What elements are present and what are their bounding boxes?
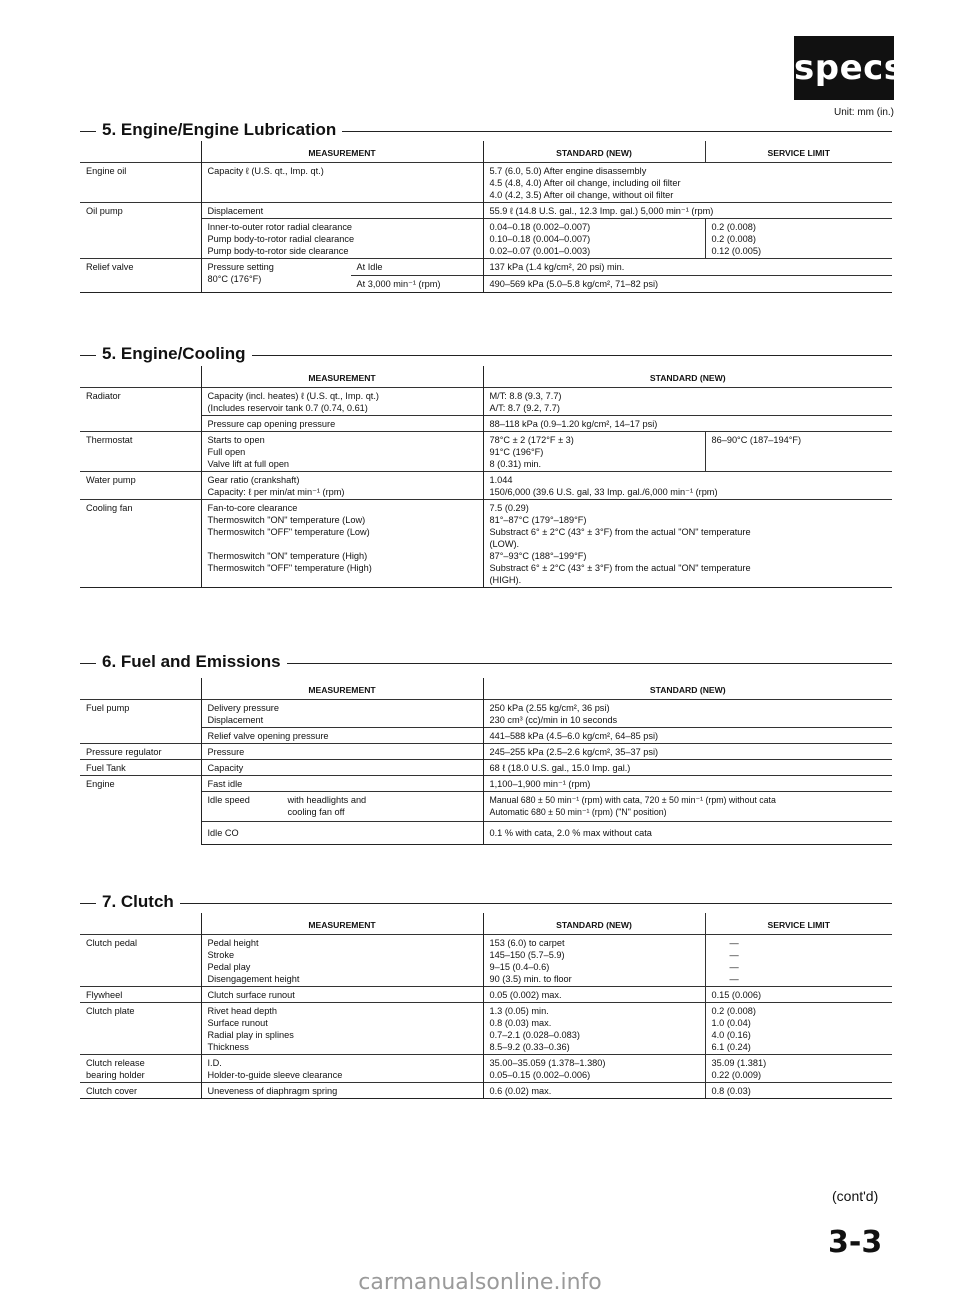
row-standard: 0.6 (0.02) max. [483,1083,705,1099]
table-row [80,792,892,822]
section-tick [80,663,92,664]
row-standard: 88–118 kPa (0.9–1.20 kg/cm², 14–17 psi) [483,416,892,432]
row-standard: 0.04–0.18 (0.002–0.007) 0.10–0.18 (0.004–0.007) 0.02–0.07 (0.001–0.003) [483,219,705,259]
row-standard: 1.044 150/6,000 (39.6 U.S. gal, 33 Imp. gal./6,000 min⁻¹ (rpm) [483,472,892,500]
header-standard: STANDARD (NEW) [483,141,705,163]
table-row [80,259,892,293]
row-measurement [201,259,483,293]
row-item: Oil pump [80,203,201,259]
unit-label: Unit: mm (in.) [834,107,894,118]
header-measurement: MEASUREMENT [201,913,483,935]
row-service-limit: 0.15 (0.006) [705,987,892,1003]
section-tick [80,131,92,132]
row-service-limit: 0.8 (0.03) [705,1083,892,1099]
row-standard: 1,100–1,900 min⁻¹ (rpm) [483,776,892,792]
table-row [80,700,892,728]
idle-speed-condition: with headlights and cooling fan off [287,795,367,817]
row-standard: 1.3 (0.05) min. 0.8 (0.03) max. 0.7–2.1 (0.028–0.083) 8.5–9.2 (0.33–0.36) [483,1003,705,1055]
row-standard: 68 ℓ (18.0 U.S. gal., 15.0 Imp. gal.) [483,760,892,776]
table-row [80,500,892,588]
row-measurement: Rivet head depth Surface runout Radial play in splines Thickness [201,1003,483,1055]
section-title-lubrication: 5. Engine/Engine Lubrication [96,120,342,140]
header-service-limit: SERVICE LIMIT [767,148,830,158]
header-standard: STANDARD (NEW) [649,373,726,383]
row-standard: Manual 680 ± 50 min⁻¹ (rpm) with cata, 720 ± 50 min⁻¹ (rpm) without cata Automatic 680 ± 50 min⁻¹ (rpm) ("N" position) [483,792,892,822]
row-measurement: Idle CO [201,822,483,845]
row-measurement: Capacity [201,760,483,776]
header-measurement: MEASUREMENT [201,678,483,700]
watermark: carmanualsonline.info [358,1270,602,1295]
row-standard: 5.7 (6.0, 5.0) After engine disassembly 4.5 (4.8, 4.0) After oil change, including oil filter 4.0 (4.2, 3.5) After oil change, without oil filter [483,163,892,203]
row-measurement: Fan-to-core clearance Thermoswitch "ON" temperature (Low) Thermoswitch "OFF" temperature (Low) Thermoswitch "ON" temperature (High) Thermoswitch "OFF" temperature (High) [201,500,483,588]
row-item: Clutch cover [80,1083,201,1099]
row-item: Fuel Tank [80,760,201,776]
table-row [80,416,892,432]
row-service-limit: 35.09 (1.381) 0.22 (0.009) [705,1055,892,1083]
table-row [80,219,892,259]
table-row [80,1083,892,1099]
row-item: Relief valve [80,259,201,293]
header-measurement: MEASUREMENT [201,366,483,388]
row-standard: 78°C ± 2 (172°F ± 3) 91°C (196°F) 8 (0.31) min. [483,432,705,472]
row-measurement: Pedal height Stroke Pedal play Disengagement height [201,935,483,987]
row-standard-secondary: 86–90°C (187–194°F) [705,432,892,472]
row-standard: 0.05 (0.002) max. [483,987,705,1003]
cooling-table [80,366,892,588]
table-row [80,760,892,776]
row-item: Thermostat [80,432,201,472]
header-standard: STANDARD (NEW) [649,685,726,695]
clutch-table [80,913,892,1099]
row-standard: M/T: 8.8 (9.3, 7.7) A/T: 8.7 (9.2, 7.7) [483,388,892,416]
row-item: Engine [80,776,201,845]
row-item: Engine oil [80,163,201,203]
section-title-cooling: 5. Engine/Cooling [96,344,252,364]
relief-cond-3000: At 3,000 min⁻¹ (rpm) [351,275,483,292]
row-measurement: Fast idle [201,776,483,792]
row-item: Cooling fan [80,500,201,588]
row-standard: 250 kPa (2.55 kg/cm², 36 psi) 230 cm³ (cc)/min in 10 seconds [483,700,892,728]
idle-speed-label: Idle speed [207,795,250,805]
row-measurement [201,792,483,822]
row-service-limit: — — — — [705,935,892,987]
row-standard: 35.00–35.059 (1.378–1.380) 0.05–0.15 (0.002–0.006) [483,1055,705,1083]
table-row [80,432,892,472]
row-standard: 245–255 kPa (2.5–2.6 kg/cm², 35–37 psi) [483,744,892,760]
page-number: 3-3 [828,1225,883,1260]
row-measurement: Clutch surface runout [201,987,483,1003]
row-item: Water pump [80,472,201,500]
row-standard: 7.5 (0.29) 81°–87°C (179°–189°F) Substract 6° ± 2°C (43° ± 3°F) from the actual "ON" temperature (LOW). 87°–93°C (188°–199°F) Substract 6° ± 2°C (43° ± 3°F) from the actual "ON" temperature (HIGH). [483,500,892,588]
row-item: Clutch pedal [80,935,201,987]
relief-std-idle: 137 kPa (1.4 kg/cm², 20 psi) min. [489,262,625,272]
row-item: Fuel pump [80,700,201,744]
section-title-fuel: 6. Fuel and Emissions [96,652,287,672]
fuel-table [80,678,892,845]
row-measurement: Capacity ℓ (U.S. qt., Imp. qt.) [201,163,483,203]
table-row [80,987,892,1003]
row-standard: 441–588 kPa (4.5–6.0 kg/cm², 64–85 psi) [483,728,892,744]
row-measurement: Displacement [201,203,483,219]
section-tick [80,903,92,904]
row-measurement: Inner-to-outer rotor radial clearance Pump body-to-rotor radial clearance Pump body-to-rotor side clearance [201,219,483,259]
specs-logo: specs [794,36,894,100]
row-item: Clutch release bearing holder [80,1055,201,1083]
table-row [80,822,892,845]
continued-label: (cont'd) [832,1188,879,1204]
relief-pressure-setting: Pressure setting 80°C (176°F) [207,262,274,284]
row-item: Radiator [80,388,201,432]
table-row [80,163,892,203]
row-measurement: Gear ratio (crankshaft) Capacity: ℓ per min/at min⁻¹ (rpm) [201,472,483,500]
row-service-limit: 0.2 (0.008) 1.0 (0.04) 4.0 (0.16) 6.1 (0.24) [705,1003,892,1055]
section-tick [80,355,92,356]
row-item: Clutch plate [80,1003,201,1055]
row-standard: 0.1 % with cata, 2.0 % max without cata [483,822,892,845]
section-title-clutch: 7. Clutch [96,892,180,912]
table-row [80,935,892,987]
header-standard: STANDARD (NEW) [483,913,705,935]
table-row [80,1055,892,1083]
row-measurement: Pressure cap opening pressure [201,416,483,432]
table-row [80,203,892,219]
row-service-limit: 0.2 (0.008) 0.2 (0.008) 0.12 (0.005) [705,219,892,259]
table-row [80,776,892,792]
row-measurement: Starts to open Full open Valve lift at full open [201,432,483,472]
header-service-limit: SERVICE LIMIT [767,920,830,930]
row-measurement: Delivery pressure Displacement [201,700,483,728]
section-rule [90,903,892,904]
table-row [80,472,892,500]
row-standard [483,259,892,293]
header-measurement: MEASUREMENT [201,141,483,163]
table-row [80,388,892,416]
row-standard: 153 (6.0) to carpet 145–150 (5.7–5.9) 9–15 (0.4–0.6) 90 (3.5) min. to floor [483,935,705,987]
row-measurement: Relief valve opening pressure [201,728,483,744]
table-row [80,1003,892,1055]
table-row [80,744,892,760]
row-measurement: Capacity (incl. heates) ℓ (U.S. qt., Imp. qt.) (Includes reservoir tank 0.7 (0.74, 0.61) [201,388,483,416]
table-row [80,728,892,744]
relief-std-3000: 490–569 kPa (5.0–5.8 kg/cm², 71–82 psi) [484,275,893,292]
row-item: Flywheel [80,987,201,1003]
row-measurement: Pressure [201,744,483,760]
row-measurement: I.D. Holder-to-guide sleeve clearance [201,1055,483,1083]
row-standard: 55.9 ℓ (14.8 U.S. gal., 12.3 Imp. gal.) 5,000 min⁻¹ (rpm) [483,203,892,219]
lubrication-table [80,141,892,293]
relief-cond-idle: At Idle [356,262,383,272]
row-measurement: Uneveness of diaphragm spring [201,1083,483,1099]
row-item: Pressure regulator [80,744,201,760]
